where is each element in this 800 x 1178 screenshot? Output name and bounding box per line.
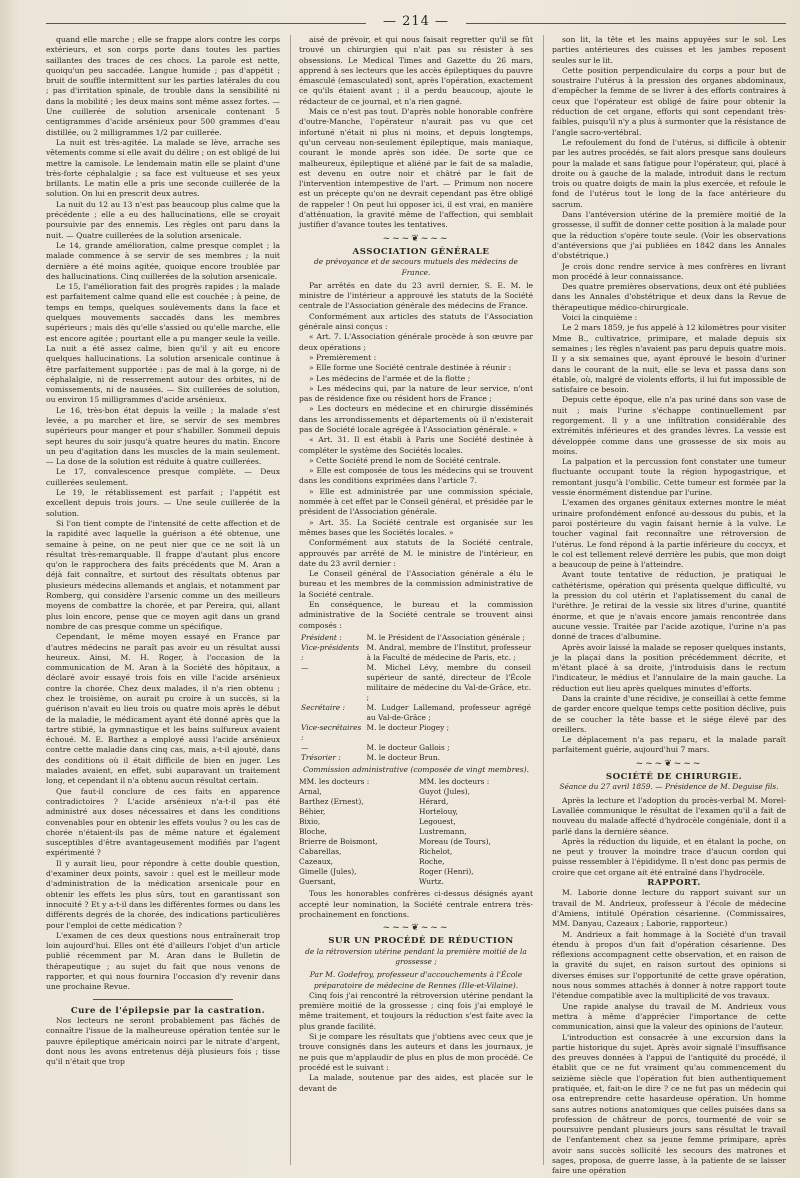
bureau-row <box>299 633 533 643</box>
paragraph: Voici la cinquième : <box>562 313 638 323</box>
commission-title: Commission administrative (composée de vingt membres). <box>302 764 529 774</box>
column-3 <box>543 35 786 1176</box>
paragraph: » Les docteurs en médecine et en chirurgie disséminés dans les arrondissements et départements où il n'existerait pas de Société locale agrégée à l'Association générale. » <box>299 404 533 434</box>
bureau-role: Président : <box>301 632 342 642</box>
societe-body <box>552 796 786 878</box>
paragraph: La nuit est très-agitée. La malade se lève, arrache ses vêtements comme si elle avait du délire ; on est obligé de lui mettre la camisole. Le lendemain matin elle se plaint d'une très-forte céphalalgie ; sa face est vultueuse et ses yeux brillants. Le matin elle a pris une seconde cuillerée de la solution. On lui en prescrit deux autres. <box>46 137 280 199</box>
paragraph: M. Laborie donne lecture du rapport suivant sur un travail de M. Andrieux, professeur à l'école de médecine d'Amiens, intitulé Opération césarienne. (Commissaires, MM. Danyau, Cazeaux ; Laborie, rapporteur.) <box>552 888 786 929</box>
paragraph: » Art. 35. La Société centrale est organisée sur les mêmes bases que les Sociétés locales. » <box>299 517 533 537</box>
paragraph: La nuit du 12 au 13 n'est pas beaucoup plus calme que la précédente ; elle a eu des hallucinations, elle se croyait poursuivie par des ennemis. Les règles ont paru dans la nuit. — Quatre cuillerées de la solution arsenicale. <box>46 199 280 240</box>
col1-body <box>46 35 280 993</box>
paragraph: son lit, la tête et les mains appuyées sur le sol. Les parties antérieures des cuisses et les jambes reposent seules sur le lit. <box>552 35 786 65</box>
bureau-row <box>299 703 533 723</box>
member-name: Béhier, <box>299 807 326 817</box>
member-name: Bloche, <box>299 827 327 837</box>
paragraph: quand elle marche ; elle se frappe alors contre les corps extérieurs, et son corps porte dans toutes les parties saillantes des traces de ces chocs. La parole est nette, quoiqu'un peu saccadée. Langue humide ; pas d'appétit ; bruit de souffle intermittent sur les parties latérales du cou ; pas d'irritation spinale, de trouble dans la sensibilité ni dans la mobilité ; les deux mains sont même assez fortes. — Une cuillerée de solution arsenicale contenant 5 centigrammes d'acide arsénieux pour 500 grammes d'eau distillée, ou 2 milligrammes 1/2 par cuillerée. <box>46 35 280 137</box>
member-name: Hérard, <box>419 797 449 807</box>
members-right-list <box>419 787 533 887</box>
members-left-head: MM. les docteurs : <box>299 777 370 787</box>
paragraph: Par arrêtés en date du 23 avril dernier, S. E. M. le ministre de l'intérieur a approuvé les statuts de la Société centrale de l'Association générale des médecins de France. <box>299 280 533 311</box>
assoc-body <box>299 281 533 631</box>
bureau-name: M. Michel Lévy, membre du conseil supérieur de santé, directeur de l'École militaire de médecine du Val-de-Grâce, etc. ; <box>366 662 531 702</box>
section-subtitle-association: de prévoyance et de secours mutuels des médecins de France. <box>314 257 518 277</box>
members-left-list <box>299 787 413 887</box>
section-title-rapport: RAPPORT. <box>647 878 701 889</box>
member-name: Guyot (Jules), <box>419 787 470 797</box>
column-1 <box>46 35 280 1165</box>
bureau-role: — <box>301 742 309 752</box>
paragraph: L'introduction est consacrée à une excursion dans la partie historique du sujet. Après avoir signalé l'insuffisance des preuves données à l'appui de l'antiquité du procédé, il établit que ce ne fut vraiment qu'au commencement du seizième siècle que l'opération fut bien authentiquement pratiquée, et, fait-on le dire ? ce ne fut pas un médecin qui osa entreprendre cette hasardeuse opération. Un homme sans autres notions anatomiques que celles puisées dans sa profession de châtreur de porcs, tourmenté de voir se poursuivre pendant plusieurs jours sans résultat le travail de l'enfantement chez sa jeune femme primipare, après avoir sans succès sollicité les secours des matrones et sages, proposa, de guerre lasse, à la patiente de se laisser faire une opération <box>552 1032 786 1176</box>
paragraph: L'examen de ces deux questions nous entraînerait trop loin aujourd'hui. Elles ont été d'ailleurs l'objet d'un article publié récemment par M. Aran dans le Bulletin de thérapeutique ; au sujet du fait que nous venons de rapporter, et qui nous fournira l'occasion d'y revenir dans une prochaine Revue. <box>46 930 280 992</box>
member-name: Richelot, <box>419 847 453 857</box>
bureau-role: Secrétaire : <box>301 702 345 712</box>
paragraph: La palpation et la percussion font constater une tumeur fluctuante occupant toute la région hypogastrique, et remontant jusqu'à l'ombilic. Cette tumeur est formée par la vessie énormément distendue par l'urine. <box>552 457 786 498</box>
bureau-row <box>299 753 533 763</box>
member-name: Cazeaux, <box>299 857 334 867</box>
paragraph: Si l'on tient compte de l'intensité de cette affection et de la rapidité avec laquelle la guérison a été obtenue, une semaine à peine, on ne peut nier que ce ne soit là un résultat très-remarquable. Il frappe d'autant plus encore qu'on le rapprochera des faits précédents que M. Aran a déjà fait connaître, et surtout des résultats obtenus par plusieurs médecins allemands et anglais, et notamment par Romberg, qui considère l'arsenic comme un des meilleurs moyens de combattre la chorée, et par Pereira, qui, allant plus loin encore, pense que ce moyen agit dans un grand nombre de cas presque comme un spécifique. <box>46 518 280 631</box>
paragraph: » Premièrement : <box>309 352 377 362</box>
member-name: Moreau (de Tours), <box>419 837 491 847</box>
section-title-epilepsie: Cure de l'épilepsie par la castration. <box>70 1005 266 1016</box>
page-number: — 214 — <box>46 14 786 29</box>
bureau-name: M. le Président de l'Association générale ; <box>366 632 525 642</box>
paragraph: Que faut-il conclure de ces faits en apparence contradictoires ? L'acide arsénieux n'a-t-il pas été administré aux doses nécessaires et dans les conditions convenables pour en obtenir les effets voulus ? ou les cas de chorée n'étaient-ils pas de même nature et également susceptibles d'être avantageusement modifiés par l'agent expérimenté ? <box>46 786 280 858</box>
section-title-association: ASSOCIATION GÉNÉRALE <box>352 246 490 257</box>
bureau-name: M. le docteur Brun. <box>366 752 441 762</box>
bureau-row <box>299 643 533 663</box>
member-name: Guersant, <box>299 877 336 887</box>
members-right-head: MM. les docteurs : <box>419 777 490 787</box>
paragraph: Le 15, l'amélioration fait des progrès rapides ; la malade est parfaitement calme quand elle est couchée ; à peine, de temps en temps, quelques soulèvements dans la face et quelques mouvements saccadés dans les membres supérieurs ; mais dès qu'elle s'assied ou qu'elle marche, elle est encore agitée ; pourtant elle a pu manger seule la veille. La nuit a été assez calme, bien qu'il y ait eu encore quelques hallucinations. La solution arsenicale continue à être parfaitement supportée : pas de mal à la gorge, ni de céphalalgie, ni de resserrement autour des orbites, ni de vomissements, ni de nausées. — Six cuillerées de solution, ou environ 15 milligrammes d'acide arsénieux. <box>46 282 280 405</box>
retroversion-body <box>299 991 533 1094</box>
paragraph: Dans la crainte d'une récidive, je conseillai à cette femme de garder encore quelque temps cette position déclive, puis de se coucher la tête basse et le siége élevé par des oreillers. <box>552 694 786 734</box>
paragraph: Je crois donc rendre service à mes confrères en livrant mon procédé à leur connaissance. <box>552 261 786 281</box>
member-name: Wurtz. <box>419 877 444 887</box>
bureau-name: M. Andral, membre de l'Institut, professeur à la Faculté de médecine de Paris, etc. ; <box>366 642 531 662</box>
paragraph: Il y aurait lieu, pour répondre à cette double question, d'examiner deux points, savoir : quel est le meilleur mode d'administration de la médication arsenicale pour en obtenir les effets les plus sûrs, tout en garantissant son innocuité ? Et y a-t-il dans les différentes formes ou dans les différents degrés de la chorée, des indications particulières pour l'emploi de cette médication ? <box>46 858 280 930</box>
member-name: Cabarellas, <box>299 847 342 857</box>
bureau-row <box>299 743 533 753</box>
columns <box>46 35 786 1176</box>
section-title-societe: SOCIÉTÉ DE CHIRURGIE. <box>605 772 743 783</box>
member-name: Hortelouy, <box>419 807 458 817</box>
bureau-role: — <box>301 662 309 672</box>
paragraph: Mais ce n'est pas tout. D'après noble honorable confrère d'outre-Manche, l'opérateur n'aurait pas vu que cet infortuné n'était ni plus ni moins, et depuis longtemps, qu'un cerveau non-seulement épileptique, mais maniaque, courant le monde après son idée. De sorte que ce malheureux, épileptique et aliéné par le fait de sa maladie, est devenu en outre noir et châtré par le fait de l'intervention intempestive de l'art. — Primum non nocere est un précepte qu'on ne devrait cependant pas être obligé de rappeler ! On peut lui opposer ici, il est vrai, en manière d'atténuation, la gravité même de l'affection, qui semblait justifier d'avance toutes les tentatives. <box>299 107 533 230</box>
paragraph: M. Andrieux a fait hommage à la Société d'un travail étendu à propos d'un fait d'opération césarienne. Des réflexions accompagnent cette observation, et en raison de la gravité du sujet, en raison surtout des opinions si diverses émises sur l'opportunité de cette grave opération, nous nous sommes attachés à donner à notre rapport toute l'étendue compatible avec la multiplicité de vos travaux. <box>552 929 786 1001</box>
members-close: Tous les honorables confrères ci-dessus désignés ayant accepté leur nomination, la Société centrale entrera très-prochainement en fonctions. <box>299 889 533 919</box>
member-name: Bixio, <box>299 817 321 827</box>
bureau-name: M. le docteur Gallois ; <box>366 742 450 752</box>
paragraph: Le 14, grande amélioration, calme presque complet ; la malade commence à se servir de ses membres ; la nuit dernière a été moins agitée, quoique encore troublée par des hallucinations. Cinq cuillerées de la solution arsenicale. <box>46 240 280 281</box>
paragraph: Le 2 mars 1859, je fus appelé à 12 kilomètres pour visiter Mme B., cultivatrice, primipare, et malade depuis six semaines ; les règles n'avaient pas paru depuis quatre mois. Il y a six semaines que, ayant éprouvé le besoin d'uriner dans le courant de la nuit, elle se leva et passa dans son étable, où, malgré de violents efforts, il lui fut impossible de satisfaire ce besoin. <box>552 323 786 395</box>
member-name: Arnal, <box>299 787 322 797</box>
member-name: Roche, <box>419 857 445 867</box>
member-name: Legouest, <box>419 817 456 827</box>
col1-section2-body <box>46 1016 280 1067</box>
section-title-retroversion: SUR UN PROCÉDÉ DE RÉDUCTION <box>328 936 514 947</box>
bureau-role: Vice-secrétaires : <box>301 722 362 742</box>
paragraph: » Elle forme une Société centrale destinée à réunir : <box>309 363 512 373</box>
paragraph: Le déplacement n'a pas reparu, et la malade paraît parfaitement guérie, aujourd'hui 7 mars. <box>552 735 786 755</box>
paragraph: » Cette Société prend le nom de Société centrale. <box>309 455 501 465</box>
col2-body <box>299 35 533 231</box>
bureau-role: Vice-présidents : <box>301 642 360 662</box>
section-subtitle-societe: Séance du 27 avril 1859. — Présidence de M. Deguise fils. <box>559 782 779 792</box>
paragraph: L'examen des organes génitaux externes montre le méat urinaire profondément enfoncé au-dessous du pubis, et la paroi postérieure du vagin faisant hernie à la vulve. Le toucher vaginal fait reconnaître une rétroversion de l'utérus. Le fond répond à la partie inférieure du coccyx, et le col est tellement relevé derrière les pubis, que mon doigt a beaucoup de peine à l'atteindre. <box>552 498 786 570</box>
ornament-divider: ~~~❦~~~ <box>382 233 450 244</box>
paragraph: Cinq fois j'ai rencontré la rétroversion utérine pendant la première moitié de la grossesse ; cinq fois j'ai employé le même traitement, et toujours la réduction s'est faite avec la plus grande facilité. <box>299 990 533 1031</box>
ornament-divider-3: ~~~❦~~~ <box>635 758 703 769</box>
ornament-divider-2: ~~~❦~~~ <box>382 923 450 934</box>
paragraph: Après la réduction du liquide, et en étalant la poche, on ne peut y trouver la moindre trace d'aucun cordon qui puisse ressembler à l'épididyme. Il n'est donc pas permis de croire que cet organe ait été entraîné dans l'hydrocèle. <box>552 836 786 877</box>
paragraph: Après la lecture et l'adoption du procès-verbal M. Morel-Lavallée communique le résultat de l'examen qu'il a fait de nouveau du malade affecté d'hydrocèle congéniale, dont il a parlé dans la dernière séance. <box>552 795 786 836</box>
member-name: Barthez (Ernest), <box>299 797 364 807</box>
member-name: Gimelle (Jules), <box>299 867 357 877</box>
bureau-table <box>299 633 533 763</box>
paragraph: Avant toute tentative de réduction, je pratiquai le cathétérisme, opération qui présenta quelque difficulté, vu la pression du col utérin et l'aplatissement du canal de l'urèthre. Je retirai de la vessie six litres d'urine, quantité énorme, et que je n'avais encore jamais rencontrée dans aucune vessie. Traitée par l'acide azotique, l'urine n'a pas donné de traces d'albumine. <box>552 570 786 642</box>
rapport-body <box>552 888 786 1176</box>
paragraph: aisé de prévoir, et qui nous faisait regretter qu'il se fût trouvé un chirurgien qui n'ait pas su résister à ses obsessions. Le Medical Times and Gazette du 26 mars, apprend à ses lecteurs que les accès épileptiques du pauvre émasculé (emasculated) sont, après l'opération, exactement ce qu'ils étaient avant ; il a perdu beaucoup, ajoute le rédacteur de ce journal, et n'a rien gagné. <box>299 35 533 106</box>
bureau-row <box>299 723 533 743</box>
paragraph: » Les médecins qui, par la nature de leur service, n'ont pas de résidence fixe ou résident hors de France ; <box>299 383 533 404</box>
paragraph: » Elle est administrée par une commission spéciale, nommée à cet effet par le Conseil général, et présidée par le président de l'Association générale. <box>299 486 534 517</box>
paragraph: Après avoir laissé la malade se reposer quelques instants, je la plaçai dans la position précédemment décrite, et m'étant placé à sa droite, j'introduisis dans le rectum l'indicateur, le médius et l'annulaire de la main gauche. La réduction eut lieu après quelques minutes d'efforts. <box>552 642 786 693</box>
section-rule <box>93 999 233 1000</box>
paragraph: » Les médecins de l'armée et de la flotte ; <box>309 373 471 383</box>
col3-body <box>552 35 786 756</box>
bureau-name: M. Ludger Lallemand, professeur agrégé au Val-de-Grâce ; <box>366 702 531 722</box>
bureau-role: Trésorier : <box>301 752 341 762</box>
section-subtitle-retroversion: de la rétroversion utérine pendant la première moitié de la grossesse ; <box>305 946 527 966</box>
paragraph: Des quatre premières observations, deux ont été publiées dans les Annales d'obstétrique et deux dans la Revue de thérapeutique médico-chirurgicale. <box>552 282 786 312</box>
paragraph: Cependant, le même moyen essayé en France par d'autres médecins ne paraît pas avoir eu un résultat aussi heureux. Ainsi, M. H. Roger, à l'occasion de la communication de M. Aran à la Société des hôpitaux, a déclaré avoir essayé trois fois en ville l'acide arsénieux contre la chorée. Chez deux malades, il n'a rien obtenu ; chez le troisième, on aurait pu croire à un succès, si la guérison n'avait eu lieu trois ou quatre mois après le début de la maladie, le médicament ayant été donné après que la tartre stibié, la gymnastique et les bains sulfureux avaient échoué. M. E. Barthez a employé aussi l'acide arsénieux contre cette maladie dans cinq cas, mais, a-t-il ajouté, dans des conditions où il était difficile de bien en juger. Les malades avaient, en effet, subi auparavant un traitement long, et cependant il n'a obtenu aucun résultat certain. <box>46 632 280 786</box>
section-author: Par M. Godefroy, professeur d'accouchements à l'École préparatoire de médecine de Rennes (Ille-et-Vilaine). <box>309 970 523 990</box>
paragraph: Depuis cette époque, elle n'a pas uriné dans son vase de nuit ; mais l'urine s'échappe continuellement par regorgement. Il y a une infiltration considérable des extrémités inférieures et des grandes lèvres. La vessie est développée comme dans une grossesse de six mois au moins. <box>552 395 786 456</box>
paragraph: Le refoulement du fond de l'utérus, si difficile à obtenir par les autres procédés, se fait alors presque sans douleurs pour la malade et sans fatigue pour l'opérateur, qui, placé à droite ou à gauche de la malade, introduit dans le rectum trois ou quatre doigts de main la plus exercée, et refoule le fond de l'utérus tout le long de la face antérieure du sacrum. <box>552 137 786 209</box>
member-name: Brierre de Boismont, <box>299 837 378 847</box>
paragraph: « Art. 7. L'Association générale procède à son œuvre par deux opérations ; <box>299 332 533 352</box>
paragraph: Nos lecteurs ne seront probablement pas fâchés de connaître l'issue de la malheureuse opération tentée sur le pauvre épileptique américain noirci par le nitrate d'argent, dont nous les avons entretenus déjà plusieurs fois ; tisse qu'il n'était que trop <box>46 1015 280 1067</box>
member-name: Roger (Henri), <box>419 867 474 877</box>
paragraph: Le 16, très-bon état depuis la veille ; la malade s'est levée, a pu marcher et lire, se servir de ses membres supérieurs pour manger et pour s'habiller. Sommeil depuis sept heures du soir jusqu'à quatre heures du matin. Encore un peu d'agitation dans les muscles de la main seulement. — La dose de la solution est réduite à quatre cuillerées. <box>46 405 280 467</box>
bureau-row <box>299 663 533 703</box>
members-right <box>419 777 533 887</box>
paragraph: Conformément aux articles des statuts de l'Association générale ainsi conçus : <box>299 311 533 332</box>
paragraph: Le 19, le rétablissement est parfait ; l'appétit est excellent depuis trois jours. — Une seule cuillerée de la solution. <box>46 488 280 518</box>
paragraph: Dans l'antéversion utérine de la première moitié de la grossesse, il suffit de donner cette position à la malade pour que la réduction s'opère toute seule. (Voir les observations d'antéversions que j'ai publiées en 1842 dans les Annales d'obstétrique.) <box>552 210 786 261</box>
paragraph: En conséquence, le bureau et la commission administrative de la Société centrale se trouvent ainsi composés : <box>299 600 533 630</box>
column-2 <box>290 35 533 1165</box>
bureau-name: M. le docteur Piogey ; <box>366 722 450 732</box>
paragraph: Une rapide analyse du travail de M. Andrieux vous mettra à même d'apprécier l'importance de cette communication, ainsi que la valeur des opinions de l'auteur. <box>552 1001 786 1032</box>
member-name: Lustremann, <box>419 827 467 837</box>
paragraph: Le 17, convalescence presque complète. — Deux cuillerées seulement. <box>46 467 280 487</box>
paragraph: La malade, soutenue par des aides, est placée sur le devant de <box>299 1073 533 1093</box>
paragraph: Le Conseil général de l'Association générale a élu le bureau et les membres de la commission administrative de la Société centrale. <box>299 569 533 599</box>
paragraph: « Art. 31. Il est établi à Paris une Société destinée à compléter le système des Sociétés locales. <box>299 435 533 455</box>
commission-members <box>299 777 533 887</box>
paragraph: Cette position perpendiculaire du corps a pour but de soustraire l'utérus à la pression des organes abdominaux, d'empêcher la femme de se livrer à des efforts contraires à ceux que l'opérateur est obligé de faire pour obtenir la réduction de cet organe, efforts qui sont cependant très-faibles, puisqu'il n'y a plus à surmonter que la résistance de l'angle sacro-vertébral. <box>552 65 786 137</box>
paragraph: Conformément aux statuts de la Société centrale, approuvés par arrêté de M. le ministre de l'intérieur, en date du 23 avril dernier : <box>299 538 533 568</box>
paragraph: Si je compare les résultats que j'obtiens avec ceux que je trouve consignés dans les auteurs et dans les journaux, je ne puis que m'applaudir de plus en plus de mon procédé. Ce procédé est le suivant : <box>299 1032 533 1072</box>
members-left <box>299 777 413 887</box>
paragraph: » Elle est composée de tous les médecins qui se trouvent dans les conditions exprimées dans l'article 7. <box>299 466 533 486</box>
